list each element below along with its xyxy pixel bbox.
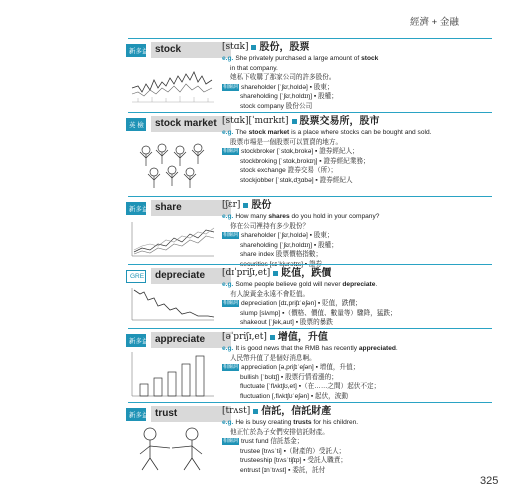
meaning: 信託，信託財產: [261, 406, 332, 417]
level-tag: 新多益: [126, 44, 146, 57]
entry-stock-market: [0, 112, 520, 194]
pronunciation: [ʃɛr]: [222, 200, 241, 210]
entry-word: stock market: [151, 116, 231, 132]
example-en-cont: in that company.: [230, 64, 278, 72]
entry-word: appreciate: [151, 332, 231, 348]
entry-label: [126, 116, 231, 132]
related-word: stockbroking [ˈstɑk,brokɪŋ] ▪ 證券經紀業務；: [240, 157, 370, 165]
example-en: e.g. She privately purchased a large amount of stock: [222, 55, 379, 62]
entry-content: [222, 267, 492, 328]
entry-word: stock: [151, 42, 231, 58]
page-header-title: 經濟 + 金融: [410, 17, 459, 28]
level-tag: 新多益: [126, 202, 146, 215]
related-word: stockjobber [ˈstɑk,dʒɑbə] ▪ 證券經紀人: [240, 176, 353, 184]
pronunciation: [stɑk][ˈmɑrkɪt]: [222, 116, 289, 126]
headword: [222, 199, 492, 212]
related-word: entrust [ɪnˈtrʌst] ▪ 委託，託付: [240, 466, 326, 474]
example-en: e.g. He is busy creating trusts for his children.: [222, 419, 359, 426]
bullet-square-icon: [273, 271, 278, 276]
entry-word: trust: [151, 406, 231, 422]
rising-bar-chart-illustration: [128, 350, 216, 398]
bullet-square-icon: [292, 119, 297, 124]
entry-share: [0, 196, 520, 268]
headword: [222, 41, 492, 54]
headword: [222, 405, 492, 418]
entry-divider: [128, 196, 492, 197]
level-tag: GRE: [126, 270, 146, 283]
headword: [222, 115, 492, 128]
entry-content: [222, 331, 492, 402]
meaning: 股份: [251, 200, 272, 211]
related-tag: 相關詞: [223, 147, 239, 154]
example-zh: 他正忙於為子女們安排信託財產。: [230, 428, 329, 436]
entry-content: [222, 41, 492, 112]
bullet-square-icon: [270, 335, 275, 340]
crowd-illustration: [128, 136, 216, 192]
pronunciation: [trʌst]: [222, 406, 251, 416]
entry-word: depreciate: [151, 268, 231, 284]
example-zh: 股票市場是一個股票可以買賣的地方。: [230, 138, 343, 146]
related-word: 相關詞 shareholder [ˈʃɛr,holdə] ▪ 股東；: [223, 231, 334, 240]
entry-stock: [0, 38, 520, 110]
related-word: shareholding [ˈʃɛr,holdɪŋ] ▪ 股權；: [240, 93, 338, 101]
example-en: e.g. It is good news that the RMB has recently appreciated.: [222, 345, 398, 352]
related-tag: 相關詞: [223, 363, 239, 370]
pronunciation: [stɑk]: [222, 42, 249, 52]
entry-appreciate: [0, 328, 520, 400]
related-tag: 相關詞: [223, 437, 239, 444]
related-word: trusteeship [trʌsˈtiʃɪp] ▪ 受託人職責；: [240, 457, 347, 465]
related-tag: 相關詞: [223, 299, 239, 306]
bullet-square-icon: [243, 203, 248, 208]
related-word: stock company 股份公司: [240, 102, 313, 110]
related-word: bullish [ˈbʊlɪʃ] ▪ 股票行情看漲的；: [240, 373, 338, 381]
related-word: slump [slʌmp] ▪（價格、價值、數量等）驟降，猛跌；: [240, 309, 397, 317]
share-chart-illustration: [128, 218, 216, 260]
related-word: shareholding [ˈʃɛr,holdɪŋ] ▪ 股權；: [240, 241, 338, 249]
page-number: 325: [480, 475, 499, 487]
pronunciation: [əˈpriʃɪ,et]: [222, 332, 267, 342]
related-word: stock exchange 證券交易（所）；: [240, 167, 338, 175]
headword: [222, 331, 492, 344]
entry-trust: [0, 402, 520, 476]
handshake-illustration: [128, 424, 216, 474]
related-word: 相關詞 depreciation [dɪ,priʃɪˈeʃən] ▪ 貶值，跌價；: [223, 299, 362, 308]
example-zh: 你在公司裡持有多少股份？: [230, 222, 310, 230]
entry-label: [126, 200, 231, 216]
entry-label: [126, 268, 231, 284]
related-word: 相關詞 appreciation [ə,priʃɪˈeʃən] ▪ 增值，升值；: [223, 363, 360, 372]
entry-content: [222, 405, 492, 476]
related-word: fluctuation [,flʌktʃʊˈeʃən] ▪ 起伏，波動: [240, 392, 348, 400]
meaning: 股份，股票: [259, 42, 310, 53]
level-tag: 新多益: [126, 334, 146, 347]
related-tag: 相關詞: [223, 83, 239, 90]
bullet-square-icon: [251, 45, 256, 50]
level-tag: 新多益: [126, 408, 146, 421]
related-word: 相關詞 stockbroker [ˈstɑk,brokə] ▪ 證券經紀人；: [223, 147, 359, 156]
meaning: 增值，升值: [277, 332, 328, 343]
example-zh: 她私下收購了那家公司的許多股份。: [230, 74, 336, 82]
example-zh: 人民幣升值了是個好消息啊。: [230, 354, 316, 362]
entry-divider: [128, 38, 492, 39]
related-word: shakeout [ˈʃek,aut] ▪ 股票的暴跌: [240, 319, 333, 327]
headword: [222, 267, 492, 280]
entry-label: [126, 42, 231, 58]
related-word: fluctuate [ˈflʌktʃʊ,et] ▪（在……之間）起伏不定；: [240, 383, 381, 391]
entry-divider: [128, 112, 492, 113]
entry-content: [222, 115, 492, 186]
example-en: e.g. The stock market is a place where stocks can be bought and sold.: [222, 129, 432, 136]
pronunciation: [dɪˈpriʃɪ,et]: [222, 268, 271, 278]
entry-divider: [128, 402, 492, 403]
related-tag: 相關詞: [223, 231, 239, 238]
related-word: 相關詞 shareholder [ˈʃɛr,holdə] ▪ 股東；: [223, 83, 334, 91]
related-word: share index 股票價格指數；: [240, 251, 323, 259]
related-word: trustee [trʌsˈti] ▪（財產的）受託人；: [240, 447, 346, 455]
entry-depreciate: [0, 264, 520, 326]
entry-label: [126, 406, 231, 422]
example-en: e.g. How many shares do you hold in your company?: [222, 213, 380, 220]
meaning: 貶值，跌價: [281, 268, 332, 279]
related-word: 相關詞 trust fund 信託基金；: [223, 437, 304, 446]
stock-chart-illustration: [128, 62, 216, 108]
entry-content: [222, 199, 492, 270]
meaning: 股票交易所，股市: [299, 116, 380, 127]
entry-label: [126, 332, 231, 348]
level-tag: 英 檢: [126, 118, 146, 131]
entry-divider: [128, 264, 492, 265]
example-en: e.g. Some people believe gold will never depreciate.: [222, 281, 378, 288]
entry-word: share: [151, 200, 231, 216]
example-zh: 有人說黃金永遠不會貶值。: [230, 290, 310, 298]
entry-divider: [128, 328, 492, 329]
decline-chart-illustration: [128, 286, 216, 324]
bullet-square-icon: [253, 409, 258, 414]
related-word: securities [sɪˈkjurətɪs] ▪ 證券: [240, 260, 323, 268]
